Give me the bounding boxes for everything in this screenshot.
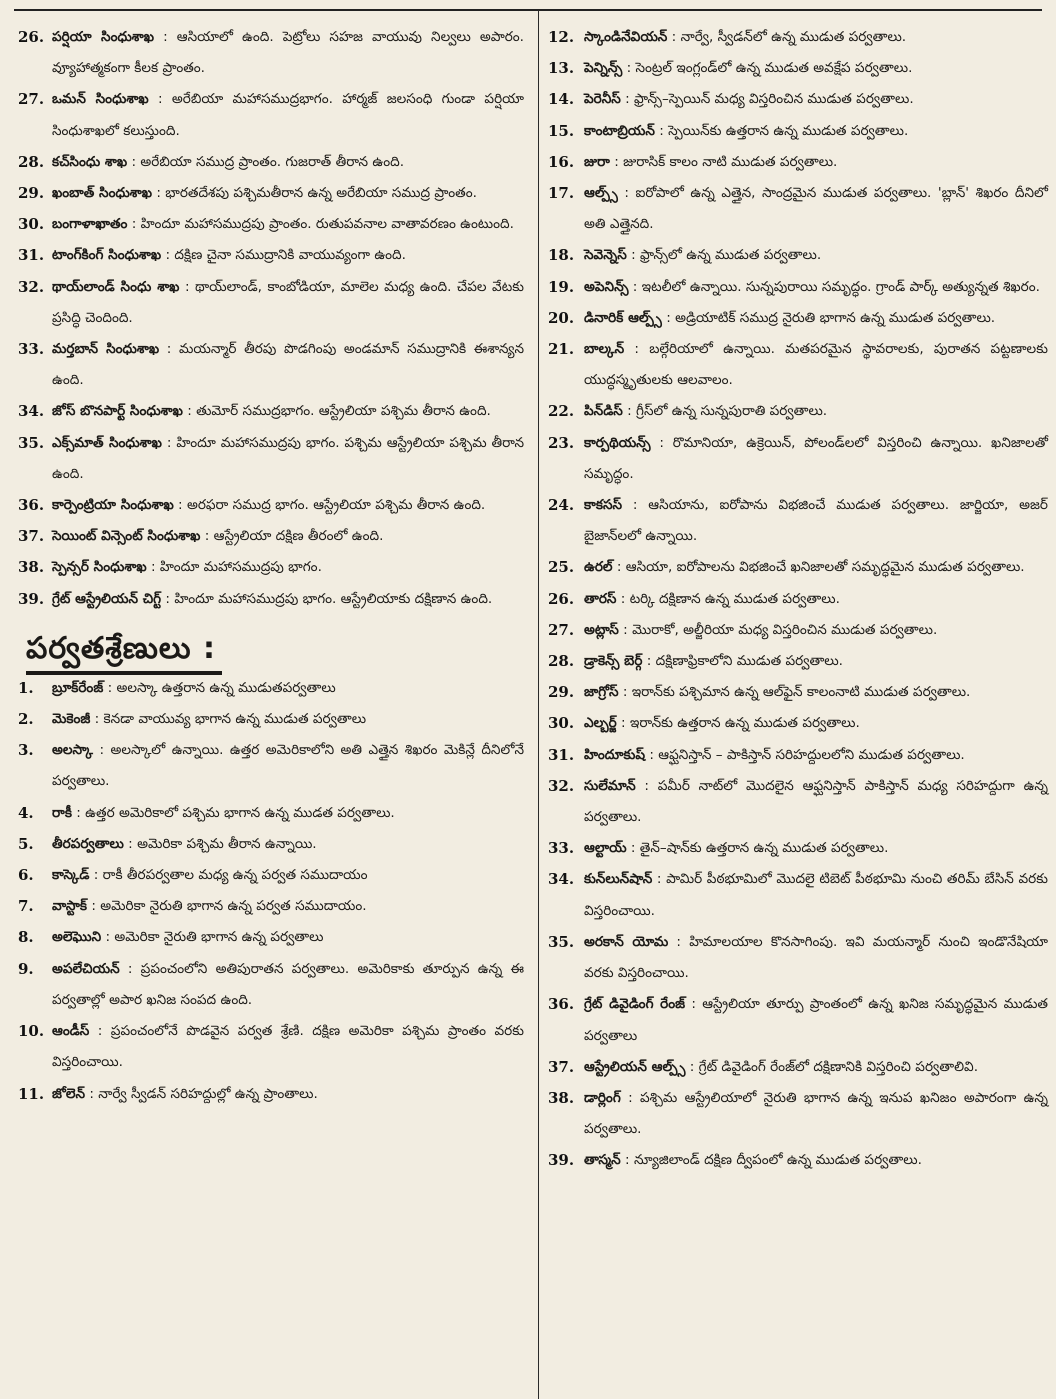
item-text bbox=[584, 989, 1048, 1051]
item-term: ఆండీస్ bbox=[52, 1023, 90, 1040]
item-term: అట్లాస్ bbox=[584, 621, 619, 638]
item-text bbox=[52, 428, 524, 490]
item-text bbox=[52, 22, 524, 84]
item-term: జురా bbox=[584, 153, 610, 170]
item-text bbox=[52, 334, 524, 396]
item-description: : జురాసిక్ కాలం నాటి ముడుత పర్వతాలు. bbox=[609, 153, 838, 170]
item-number: 26. bbox=[18, 28, 45, 46]
item-number: 33. bbox=[548, 839, 575, 858]
item-description: : పమీర్ నాట్‌లో మొదలైన ఆఫ్ఘనిస్తాన్ పాకిస్తాన్ మధ్య సరిహద్దుగా ఉన్న పర్వతాలు. bbox=[584, 777, 1048, 826]
item-text bbox=[52, 272, 524, 334]
item-term: జాగ్రోస్ bbox=[584, 684, 619, 701]
item-number: 35. bbox=[548, 932, 575, 951]
item-text bbox=[584, 771, 1048, 833]
list-item bbox=[18, 1016, 524, 1078]
item-text bbox=[52, 922, 524, 953]
item-text bbox=[584, 303, 1048, 334]
item-number: 1. bbox=[18, 678, 34, 697]
item-description: : ఆస్ట్రేలియా దక్షిణ తీరంలో ఉంది. bbox=[200, 528, 384, 545]
list-item bbox=[18, 178, 524, 209]
item-description: : హిందూ మహాసముద్రపు ప్రాంతం. రుతుపవనాల వాతావరణం ఉంటుంది. bbox=[127, 216, 514, 233]
item-number: 36. bbox=[18, 496, 45, 515]
list-item bbox=[18, 209, 524, 240]
list-item bbox=[548, 927, 1048, 989]
item-term: గ్రేట్ ఆస్ట్రేలియన్ చిగ్ట్ bbox=[52, 590, 162, 607]
item-term: కాస్కెడ్ bbox=[52, 867, 90, 884]
item-text bbox=[584, 84, 1048, 115]
list-item bbox=[18, 240, 524, 271]
item-number: 12. bbox=[548, 28, 575, 46]
list-item bbox=[548, 53, 1048, 84]
item-term: స్పెన్సర్ సింధుశాఖ bbox=[52, 559, 147, 576]
list-item bbox=[18, 272, 524, 334]
list-item bbox=[548, 84, 1048, 115]
item-term: పెరెనీస్ bbox=[584, 91, 621, 108]
list-item bbox=[548, 303, 1048, 334]
item-number: 4. bbox=[18, 803, 34, 822]
item-description: : ప్రపంచంలోనే పొడవైన పర్వత శ్రేణి. దక్షిణ అమెరికా పశ్చిమ ప్రాంతం వరకు విస్తరించాయి. bbox=[52, 1023, 524, 1071]
item-description: : సెంట్రల్ ఇంగ్లండ్‌లో ఉన్న ముడుత అవక్షేప పర్వతాలు. bbox=[622, 60, 913, 77]
item-number: 38. bbox=[18, 558, 45, 577]
item-term: థాయ్‌లాండ్ సింధు శాఖ bbox=[52, 278, 180, 295]
list-item bbox=[548, 677, 1048, 708]
item-description: : కెనడా వాయువ్య భాగాన ఉన్న ముడుత పర్వతాలు bbox=[90, 711, 367, 728]
item-term: ఖంబాత్ సింధుశాఖ bbox=[52, 185, 153, 202]
item-number: 7. bbox=[18, 897, 34, 916]
item-number: 35. bbox=[18, 433, 45, 452]
item-term: తారస్ bbox=[584, 590, 617, 607]
item-number: 16. bbox=[548, 152, 575, 171]
item-text bbox=[584, 864, 1048, 926]
item-text bbox=[52, 829, 524, 860]
item-description: : టర్కి దక్షిణాన ఉన్న ముడుత పర్వతాలు. bbox=[616, 590, 840, 607]
item-description: : అడ్రియాటిక్ సముద్ర నైరుతి భాగాన ఉన్న ముడుత పర్వతాలు. bbox=[661, 309, 996, 326]
item-term: అరకాన్ యోమ bbox=[584, 933, 669, 950]
list-item bbox=[18, 1079, 524, 1110]
list-item bbox=[548, 864, 1048, 926]
item-description: : నార్వే, స్వీడన్‌లో ఉన్న ముడుత పర్వతాలు. bbox=[667, 29, 907, 45]
list-item bbox=[548, 833, 1048, 864]
item-text bbox=[52, 490, 524, 521]
item-term: అపలేచియన్ bbox=[52, 960, 120, 977]
section-heading: పర్వతశ్రేణులు : bbox=[26, 627, 222, 675]
item-text bbox=[584, 22, 1048, 53]
item-text bbox=[52, 860, 524, 891]
item-description: : పామిర్ పీఠభూమిలో మొదలై టిబెట్ పీఠభూమి నుంచి తరిమ్ బేసిన్ వరకు విస్తరించాయి. bbox=[584, 871, 1048, 919]
list-item bbox=[548, 272, 1048, 303]
item-number: 2. bbox=[18, 710, 34, 729]
item-term: ఆస్ట్రేలియన్ ఆల్ప్స్ bbox=[584, 1058, 686, 1075]
item-description: : ఆసియాను, ఐరోపాను విభజించే ముడుత పర్వతాలు. జార్జియా, అజర్ బైజాన్‌లలో ఉన్నాయి. bbox=[584, 497, 1048, 545]
item-number: 10. bbox=[18, 1022, 45, 1041]
item-term: మెకెంజీ bbox=[52, 711, 91, 728]
item-term: ఎక్స్‌మాత్ సింధుశాఖ bbox=[52, 434, 162, 451]
item-description: : హిమాలయాల కొనసాగింపు. ఇవి మయన్మార్ నుంచి ఇండొనేషియా వరకు విస్తరించాయి. bbox=[584, 933, 1048, 982]
column-divider bbox=[538, 10, 539, 1399]
item-term: డ్రాకెన్స్ బెర్గ్ bbox=[584, 653, 643, 670]
item-text bbox=[584, 428, 1048, 490]
item-term: హిందూకుష్ bbox=[584, 746, 646, 763]
list-item bbox=[18, 829, 524, 860]
item-text bbox=[52, 84, 524, 146]
item-description: : ఆసియా, ఐరోపాలను విభజించే ఖనిజాలతో సమృద్ధమైన ముడుత పర్వతాలు. bbox=[612, 559, 1025, 576]
item-text bbox=[584, 584, 1048, 615]
item-text bbox=[52, 735, 524, 797]
item-term: ఆల్ప్స్ bbox=[584, 185, 618, 202]
item-text bbox=[52, 147, 524, 178]
item-description: : నార్వే స్వీడన్ సరిహద్దుల్లో ఉన్న ప్రాంతాలు. bbox=[85, 1085, 318, 1102]
item-term: కార్పథియన్స్ bbox=[584, 434, 651, 451]
left-column bbox=[18, 22, 524, 1110]
item-text bbox=[584, 833, 1048, 864]
item-description: : గ్రేట్ డివైడింగ్ రేంజ్‌లో దక్షిణానికి విస్తరించి పర్వతాలివి. bbox=[685, 1058, 979, 1075]
item-number: 34. bbox=[18, 402, 45, 421]
item-term: ఉరల్ bbox=[584, 559, 613, 576]
list-item bbox=[548, 708, 1048, 739]
item-description: : ఇరాన్‌కు పశ్చిమాన ఉన్న ఆల్‌ఫైన్ కాలంనాటి ముడుత పర్వతాలు. bbox=[618, 684, 971, 701]
item-number: 36. bbox=[548, 995, 575, 1014]
item-number: 6. bbox=[18, 866, 34, 885]
item-description: : అమెరికా నైరుతి భాగాన ఉన్న పర్వత సముదాయం. bbox=[87, 898, 367, 915]
item-description: : బల్గేరియాలో ఉన్నాయి. మతపరమైన స్థావరాలకు, పురాతన పట్టణాలకు యుద్ధస్మృతులకు ఆలవాలం. bbox=[584, 341, 1048, 389]
item-description: : ఇరాన్‌కు ఉత్తరాన ఉన్న ముడుత పర్వతాలు. bbox=[616, 715, 860, 732]
item-description: : పశ్చిమ ఆస్ట్రేలియాలో నైరుతి భాగాన ఉన్న ఇనుప ఖనిజం అపారంగా ఉన్న పర్వతాలు. bbox=[584, 1089, 1048, 1138]
item-description: : థాయ్‌లాండ్, కాంబోడియా, మాలెల మధ్య ఉంది. చేపల వేటకు ప్రసిద్ధి చెందింది. bbox=[52, 278, 525, 326]
item-text bbox=[52, 396, 524, 427]
list-item bbox=[18, 84, 524, 146]
item-description: : ఆఫ్ఘనిస్తాన్ – పాకిస్తాన్ సరిహద్దులలోని ముడుత పర్వతాలు. bbox=[645, 746, 965, 763]
item-text bbox=[584, 552, 1048, 583]
list-item bbox=[548, 428, 1048, 490]
item-number: 32. bbox=[548, 776, 575, 795]
item-term: జోలెన్ bbox=[52, 1085, 86, 1102]
item-description: : ఫ్రాన్స్–స్పెయిన్ మధ్య విస్తరించిన ముడుత పర్వతాలు. bbox=[620, 91, 914, 108]
item-term: ఎల్బర్జ్ bbox=[584, 715, 617, 732]
item-description: : అలస్కాలో ఉన్నాయి. ఉత్తర అమెరికాలోని అతి ఎత్తైన శిఖరం మెకిన్లే దీనిలోనే పర్వతాలు. bbox=[52, 742, 524, 790]
item-term: ఒమన్ సింధుశాఖ bbox=[52, 91, 149, 108]
item-number: 27. bbox=[548, 620, 575, 639]
item-number: 13. bbox=[548, 59, 575, 78]
item-description: : స్పెయిన్‌కు ఉత్తరాన ఉన్న ముడుత పర్వతాలు. bbox=[654, 122, 909, 139]
item-description: : ఉత్తర అమెరికాలో పశ్చిమ భాగాన ఉన్న ముడత పర్వతాలు. bbox=[71, 804, 395, 821]
item-term: బాల్కన్ bbox=[584, 341, 625, 358]
list-item bbox=[18, 584, 524, 615]
item-number: 32. bbox=[18, 277, 45, 296]
item-term: కచ్‌సింధు శాఖ bbox=[52, 153, 128, 170]
item-text bbox=[52, 954, 524, 1016]
item-text bbox=[52, 178, 524, 209]
item-term: బంగాళాఖాతం bbox=[52, 216, 128, 233]
item-text bbox=[584, 646, 1048, 677]
list-item bbox=[18, 428, 524, 490]
item-number: 31. bbox=[548, 745, 575, 764]
item-term: డినారిక్ ఆల్ప్స్ bbox=[584, 309, 662, 326]
item-text bbox=[584, 740, 1048, 771]
item-description: : మొరాకో, అల్జీరియా మధ్య విస్తరించిన ముడుత పర్వతాలు. bbox=[618, 621, 938, 638]
list-item bbox=[548, 771, 1048, 833]
item-term: అలెఘొని bbox=[52, 929, 102, 946]
item-number: 37. bbox=[18, 527, 45, 546]
list-item bbox=[18, 922, 524, 953]
item-number: 14. bbox=[548, 90, 575, 109]
item-number: 37. bbox=[548, 1057, 575, 1076]
item-term: రాకీ bbox=[52, 804, 72, 821]
list-item bbox=[548, 147, 1048, 178]
item-description: : గ్రీస్‌లో ఉన్న సున్నపురాతి పర్వతాలు. bbox=[622, 403, 828, 420]
list-item bbox=[548, 178, 1048, 240]
list-item bbox=[548, 396, 1048, 427]
item-text bbox=[584, 116, 1048, 147]
item-description: : భారతదేశపు పశ్చిమతీరాన ఉన్న అరేబియా సముద్ర ప్రాంతం. bbox=[152, 185, 477, 202]
item-term: వాస్టాక్ bbox=[52, 898, 88, 915]
item-description: : తైన్–షాన్‌కు ఉత్తరాన ఉన్న ముడుత పర్వతాలు. bbox=[626, 840, 889, 857]
item-text bbox=[52, 798, 524, 829]
item-description: : ఇటలీలో ఉన్నాయి. సున్నపురాయి సమృద్ధం. గ్రాండ్ పార్క్ అత్యున్నత శిఖరం. bbox=[628, 278, 1040, 295]
item-number: 11. bbox=[18, 1084, 45, 1103]
item-term: పిన్‌డిస్ bbox=[584, 403, 623, 420]
item-number: 9. bbox=[18, 959, 34, 978]
item-description: : హిందూ మహాసముద్రపు భాగం. ఆస్ట్రేలియాకు దక్షిణాన ఉంది. bbox=[161, 590, 493, 607]
item-text bbox=[584, 396, 1048, 427]
list-item bbox=[18, 860, 524, 891]
list-item bbox=[548, 552, 1048, 583]
item-number: 33. bbox=[18, 340, 45, 359]
list-item bbox=[18, 521, 524, 552]
item-number: 25. bbox=[548, 558, 575, 577]
top-rule bbox=[14, 9, 1042, 11]
item-term: గ్రేట్ డివైడింగ్ రేంజ్ bbox=[584, 996, 686, 1013]
item-description: : ఆస్ట్రేలియా తూర్పు ప్రాంతంలో ఉన్న ఖనిజ సమృద్ధమైన ముడుత పర్వతాలు bbox=[584, 996, 1049, 1044]
right-column bbox=[548, 22, 1048, 1177]
mountain-ranges-list-part1 bbox=[18, 673, 524, 1110]
item-number: 39. bbox=[18, 589, 45, 608]
item-text bbox=[584, 147, 1048, 178]
item-description: : తుమోర్ సముద్రభాగం. ఆస్ట్రేలియా పశ్చిమ తీరాన ఉంది. bbox=[182, 403, 491, 420]
item-description: : ఫ్రాన్స్‌లో ఉన్న ముడుత పర్వతాలు. bbox=[626, 247, 822, 264]
list-item bbox=[548, 240, 1048, 271]
item-term: పెన్నిన్స్ bbox=[584, 60, 623, 77]
item-term: ఆల్టాయ్ bbox=[584, 840, 627, 857]
item-number: 24. bbox=[548, 496, 575, 515]
item-term: అలస్కా bbox=[52, 742, 93, 759]
item-term: డార్లింగ్ bbox=[584, 1089, 621, 1106]
item-description: : అమెరికా పశ్చిమ తీరాన ఉన్నాయి. bbox=[123, 835, 317, 852]
item-text bbox=[52, 673, 524, 704]
item-term: సులేమాన్ bbox=[584, 777, 636, 794]
item-description: : దక్షిణాఫ్రికాలోని ముడుత పర్వతాలు. bbox=[642, 653, 843, 670]
item-term: పర్షియా సింధుశాఖ bbox=[52, 29, 155, 45]
item-text bbox=[584, 1145, 1048, 1176]
item-term: బ్రూక్‌రేంజ్ bbox=[52, 679, 104, 696]
item-text bbox=[584, 272, 1048, 303]
list-item bbox=[548, 740, 1048, 771]
list-item bbox=[18, 954, 524, 1016]
list-item bbox=[18, 704, 524, 735]
item-description: : అరేబియా మహాసముద్రభాగం. హార్మజ్ జలసంధి గుండా పర్షియా సింధుశాఖలో కలుస్తుంది. bbox=[52, 91, 524, 139]
item-number: 17. bbox=[548, 184, 575, 203]
item-number: 23. bbox=[548, 433, 575, 452]
item-term: అపెనిన్స్ bbox=[584, 278, 629, 295]
item-term: కున్‌లున్‌షాన్ bbox=[584, 871, 653, 888]
item-number: 38. bbox=[548, 1088, 575, 1107]
item-text bbox=[52, 521, 524, 552]
item-number: 21. bbox=[548, 340, 575, 359]
item-description: : హిందూ మహాసముద్రపు భాగం. bbox=[146, 559, 322, 576]
list-item bbox=[548, 584, 1048, 615]
item-text bbox=[584, 490, 1048, 552]
item-number: 34. bbox=[548, 870, 575, 889]
item-term: తాస్మన్ bbox=[584, 1152, 621, 1169]
item-number: 28. bbox=[548, 652, 575, 671]
item-term: కార్పెంట్రియా సింధుశాఖ bbox=[52, 497, 174, 514]
item-description: : ఆసియాలో ఉంది. పెట్రోలు సహజ వాయువు నిల్వలు అపారం. వ్యూహాత్మకంగా కీలక ప్రాంతం. bbox=[52, 29, 524, 77]
item-term: సెయింట్ విన్సెంట్ సింధుశాఖ bbox=[52, 528, 201, 545]
list-item bbox=[18, 147, 524, 178]
item-text bbox=[584, 927, 1048, 989]
item-description: : అరఫరా సముద్ర భాగం. ఆస్ట్రేలియా పశ్చిమ తీరాన ఉంది. bbox=[173, 497, 486, 514]
list-item bbox=[18, 490, 524, 521]
list-item bbox=[548, 1145, 1048, 1176]
item-text bbox=[52, 1016, 524, 1078]
item-description: : దక్షిణ చైనా సముద్రానికి వాయువ్యంగా ఉంది. bbox=[161, 247, 406, 264]
list-item bbox=[18, 798, 524, 829]
item-term: టాంగ్‌కింగ్ సింధుశాఖ bbox=[52, 247, 162, 264]
list-item bbox=[18, 891, 524, 922]
list-item bbox=[548, 646, 1048, 677]
item-text bbox=[52, 240, 524, 271]
item-text bbox=[52, 1079, 524, 1110]
item-term: స్కాండినేవియన్ bbox=[584, 29, 668, 45]
item-description: : న్యూజిలాండ్ దక్షిణ ద్వీపంలో ఉన్న ముడుత పర్వతాలు. bbox=[620, 1152, 922, 1169]
item-number: 3. bbox=[18, 741, 34, 760]
item-text bbox=[584, 240, 1048, 271]
item-term: తీరపర్వతాలు bbox=[52, 835, 124, 852]
item-term: జోస్ బొనపార్ట్ సింధుశాఖ bbox=[52, 403, 183, 420]
item-text bbox=[52, 704, 524, 735]
item-text bbox=[584, 53, 1048, 84]
item-number: 29. bbox=[18, 184, 45, 203]
item-number: 27. bbox=[18, 90, 45, 109]
item-description: : అలస్కా ఉత్తరాన ఉన్న ముడుతపర్వతాలు bbox=[103, 679, 336, 696]
item-text bbox=[584, 708, 1048, 739]
list-item bbox=[548, 1052, 1048, 1083]
list-item bbox=[18, 735, 524, 797]
list-item bbox=[18, 552, 524, 583]
item-description: : అమెరికా నైరుతి భాగాన ఉన్న పర్వతాలు bbox=[101, 929, 324, 946]
item-number: 18. bbox=[548, 246, 575, 265]
list-item bbox=[548, 490, 1048, 552]
item-number: 30. bbox=[548, 714, 575, 733]
mountain-ranges-list-part2 bbox=[548, 22, 1048, 1177]
item-number: 29. bbox=[548, 683, 575, 702]
item-description: : అరేబియా సముద్ర ప్రాంతం. గుజరాత్ తీరాన ఉంది. bbox=[127, 153, 405, 170]
gulfs-list bbox=[18, 22, 524, 615]
item-term: మర్తబాన్ సింధుశాఖ bbox=[52, 341, 160, 358]
item-number: 5. bbox=[18, 834, 34, 853]
item-description: : ఐరోపాలో ఉన్న ఎత్తైన, సాంద్రమైన ముడుత పర్వతాలు. 'బ్లాన్' శిఖరం దీనిలో అతి ఎత్తైనది. bbox=[584, 185, 1048, 233]
item-number: 22. bbox=[548, 402, 575, 421]
item-number: 39. bbox=[548, 1151, 575, 1170]
list-item bbox=[548, 22, 1048, 53]
item-description: : రాకీ తీరపర్వతాల మధ్య ఉన్న పర్వత సముదాయం bbox=[89, 867, 368, 884]
list-item bbox=[18, 334, 524, 396]
item-number: 30. bbox=[18, 215, 45, 234]
item-number: 28. bbox=[18, 152, 45, 171]
item-description: : హిందూ మహాసముద్రపు భాగం. పశ్చిమ ఆస్ట్రేలియా పశ్చిమ తీరాన ఉంది. bbox=[52, 434, 524, 482]
item-number: 20. bbox=[548, 308, 575, 327]
item-description: : రొమానియా, ఉక్రెయిన్, పోలండ్‌లలో విస్తరించి ఉన్నాయి. ఖనిజాలతో సమృద్ధం. bbox=[584, 434, 1048, 482]
list-item bbox=[18, 22, 524, 84]
item-number: 26. bbox=[548, 589, 575, 608]
list-item bbox=[548, 989, 1048, 1051]
item-text bbox=[584, 677, 1048, 708]
list-item bbox=[548, 615, 1048, 646]
item-number: 8. bbox=[18, 928, 34, 947]
list-item bbox=[548, 334, 1048, 396]
list-item bbox=[548, 116, 1048, 147]
item-text bbox=[584, 178, 1048, 240]
item-term: కాంటాబ్రియన్ bbox=[584, 122, 655, 139]
item-text bbox=[52, 584, 524, 615]
item-term: కాకసస్ bbox=[584, 497, 623, 514]
item-description: : ప్రపంచంలోని అతిపురాతన పర్వతాలు. అమెరికాకు తూర్పున ఉన్న ఈ పర్వతాల్లో అపార ఖనిజ సంపద ఉంది. bbox=[52, 960, 524, 1008]
item-text bbox=[584, 615, 1048, 646]
item-number: 19. bbox=[548, 277, 575, 296]
item-text bbox=[52, 891, 524, 922]
item-text bbox=[584, 1052, 1048, 1083]
list-item bbox=[548, 1083, 1048, 1145]
item-text bbox=[52, 552, 524, 583]
item-description: : మయన్మార్ తీరపు పొడగింపు అండమాన్ సముద్రానికి ఈశాన్యన ఉంది. bbox=[52, 341, 525, 389]
item-number: 31. bbox=[18, 246, 45, 265]
list-item bbox=[18, 396, 524, 427]
list-item bbox=[18, 673, 524, 704]
item-number: 15. bbox=[548, 121, 575, 140]
item-text bbox=[584, 334, 1048, 396]
item-text bbox=[52, 209, 524, 240]
item-term: సెవెన్నెస్ bbox=[584, 247, 627, 264]
item-text bbox=[584, 1083, 1048, 1145]
